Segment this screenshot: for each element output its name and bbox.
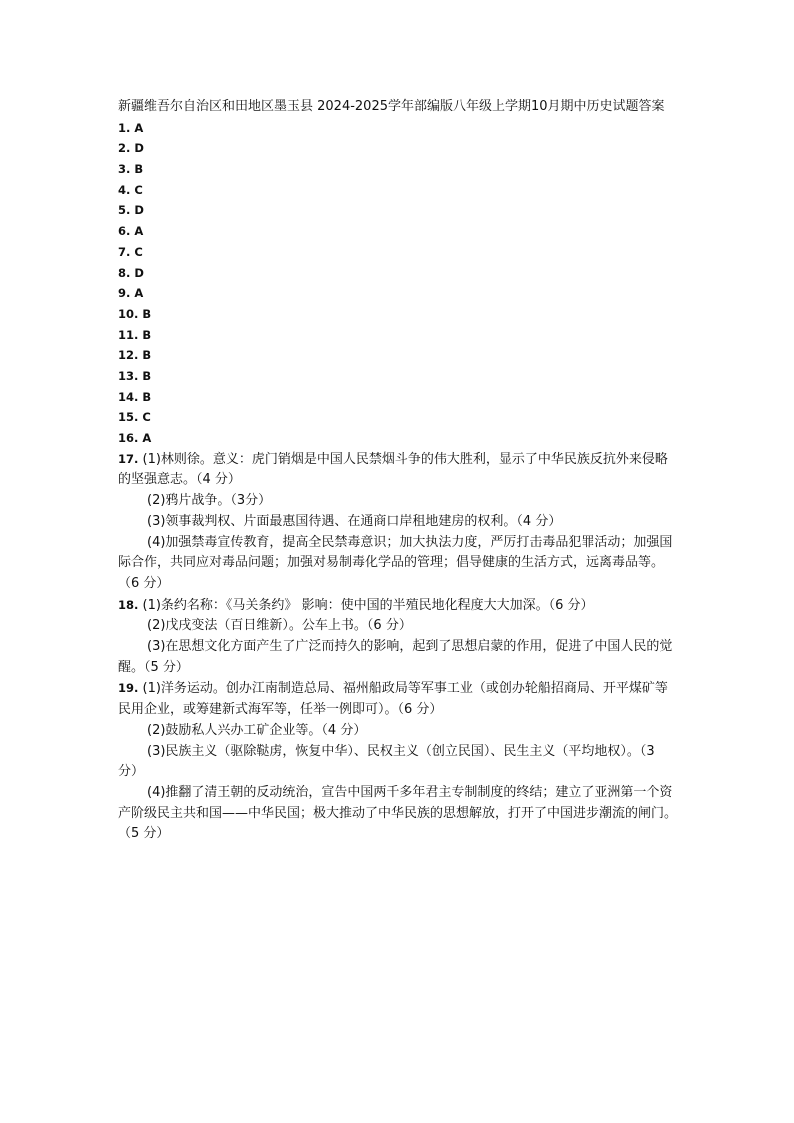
question-number: 12. <box>118 348 139 363</box>
question-number: 17. <box>118 451 139 466</box>
choice-answer-2 <box>118 138 678 159</box>
choice-answer-1 <box>118 118 678 139</box>
question-17-part-1 <box>118 449 678 491</box>
question-19-part-4: (4)推翻了清王朝的反动统治，宣告中国两千多年君主专制制度的终结；建立了亚洲第一个资产阶级民主共和国——中华民国；极大推动了中华民族的思想解放，打开了中国进步潮流的闸门。（5 分） <box>118 784 678 842</box>
answer-letter: C <box>134 182 143 197</box>
choice-answer-12 <box>118 345 678 366</box>
choice-answer-list <box>118 118 678 449</box>
choice-answer-13 <box>118 366 678 387</box>
answer-letter: A <box>142 431 152 446</box>
question-18-part-3: (3)在思想文化方面产生了广泛而持久的影响，起到了思想启蒙的作用，促进了中国人民的觉醒。（5 分） <box>118 639 673 675</box>
choice-answer-10 <box>118 304 678 325</box>
question-number: 5. <box>118 203 131 218</box>
answer-letter: C <box>142 410 151 425</box>
question-number: 3. <box>118 162 131 177</box>
question-19-answer <box>118 678 678 845</box>
question-19-part-3: (3)民族主义（驱除鞑虏，恢复中华）、民权主义（创立民国）、民生主义（平均地权）。（3 分） <box>118 743 655 780</box>
choice-answer-9 <box>118 283 678 304</box>
question-number: 6. <box>118 224 131 239</box>
question-number: 16. <box>118 431 139 446</box>
choice-answer-5 <box>118 200 678 221</box>
choice-answer-6 <box>118 221 678 242</box>
answer-letter: A <box>134 224 144 239</box>
answer-letter: B <box>142 368 152 383</box>
answer-letter: B <box>134 162 144 177</box>
question-number: 11. <box>118 327 139 342</box>
answer-letter: A <box>134 120 144 135</box>
answer-letter: B <box>142 348 152 363</box>
answer-letter: A <box>134 286 144 301</box>
question-17-part-3: (3)领事裁判权、片面最惠国待遇、在通商口岸租地建房的权利。（4 分） <box>147 513 562 529</box>
question-number: 1. <box>118 120 131 135</box>
choice-answer-16 <box>118 428 678 449</box>
answer-document <box>118 97 678 845</box>
answer-letter: D <box>134 141 144 156</box>
question-17-part-2: (2)鸦片战争。（3分） <box>147 493 272 509</box>
question-number: 14. <box>118 389 139 404</box>
answer-letter: D <box>134 203 144 218</box>
answer-text: (1)条约名称：《马关条约》 影响：使中国的半殖民地化程度大大加深。（6 分） <box>142 597 594 613</box>
choice-answer-8 <box>118 263 678 284</box>
question-number: 18. <box>118 597 139 612</box>
question-17-answer <box>118 449 678 595</box>
question-18-part-1 <box>118 595 678 617</box>
question-19-part-1 <box>118 678 678 720</box>
answer-letter: B <box>142 389 152 404</box>
question-number: 9. <box>118 286 131 301</box>
answer-letter: B <box>142 306 152 321</box>
choice-answer-4 <box>118 180 678 201</box>
choice-answer-14 <box>118 387 678 408</box>
choice-answer-7 <box>118 242 678 263</box>
question-number: 4. <box>118 182 131 197</box>
answer-letter: B <box>142 327 152 342</box>
question-number: 19. <box>118 681 139 696</box>
question-19-part-2: (2)鼓励私人兴办工矿企业等。（4 分） <box>147 722 367 738</box>
answer-text: (1)林则徐。意义：虎门销烟是中国人民禁烟斗争的伟大胜利，显示了中华民族反抗外来侵略的坚强意志。（4 分） <box>118 451 668 488</box>
answer-text: (1)洋务运动。创办江南制造总局、福州船政局等军事工业（或创办轮船招商局、开平煤矿等民用企业，或筹建新式海军等，任举一例即可）。（6 分） <box>118 681 668 718</box>
document-title: 新疆维吾尔自治区和田地区墨玉县 2024-2025学年部编版八年级上学期10月期中历史试题答案 <box>118 99 665 114</box>
choice-answer-11 <box>118 325 678 346</box>
question-number: 10. <box>118 306 139 321</box>
question-17-part-4: (4)加强禁毒宣传教育，提高全民禁毒意识；加大执法力度，严厉打击毒品犯罪活动；加强国际合作，共同应对毒品问题；加强对易制毒化学品的管理；倡导健康的生活方式，远离毒品等。（6 分） <box>118 534 673 591</box>
question-18-part-2: (2)戊戌变法（百日维新）。公车上书。（6 分） <box>147 618 412 634</box>
choice-answer-15 <box>118 407 678 428</box>
question-number: 7. <box>118 244 131 259</box>
choice-answer-3 <box>118 159 678 180</box>
question-18-answer <box>118 595 678 679</box>
question-number: 15. <box>118 410 139 425</box>
answer-letter: D <box>134 265 144 280</box>
question-number: 2. <box>118 141 131 156</box>
question-number: 8. <box>118 265 131 280</box>
question-number: 13. <box>118 368 139 383</box>
answer-letter: C <box>134 244 143 259</box>
